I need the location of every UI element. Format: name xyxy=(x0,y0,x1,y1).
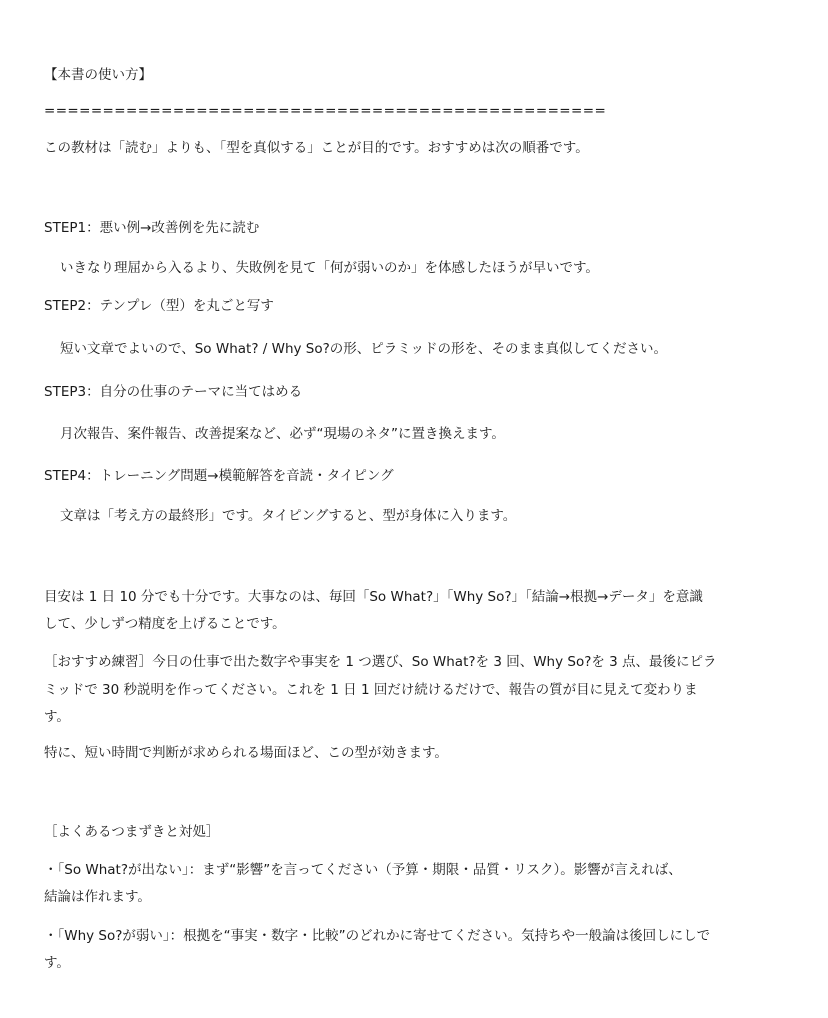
step4-title: STEP4：トレーニング問題→模範解答を音読・タイピング xyxy=(44,468,394,484)
step4-body: 文章は「考え方の最終形」です。タイピングすると、型が身体に入ります。 xyxy=(60,508,517,524)
recommend-line-3: す。 xyxy=(44,709,70,725)
guide-line-2: して、少しずつ精度を上げることです。 xyxy=(44,616,286,632)
separator-line: ================================================ xyxy=(44,103,607,119)
recommend-line-1: ［おすすめ練習］今日の仕事で出た数字や事実を 1 つ選び、So What?を 3 回、Why So?を 3 点、最後にピラ xyxy=(44,654,717,670)
recommend-line-2: ミッドで 30 秒説明を作ってください。これを 1 日 1 回だけ続けるだけで、報告の質が目に見えて変わりま xyxy=(44,682,698,698)
guide-line-1: 目安は 1 日 10 分でも十分です。大事なのは、毎回「So What?」「Why So?」「結論→根拠→データ」を意識 xyxy=(44,589,703,605)
pitfall2-line-2: す。 xyxy=(44,955,70,971)
pitfall1-line-2: 結論は作れます。 xyxy=(44,889,151,905)
intro-text: この教材は「読む」よりも、「型を真似する」ことが目的です。おすすめは次の順番です。 xyxy=(44,140,589,156)
step3-title: STEP3：自分の仕事のテーマに当てはめる xyxy=(44,384,303,400)
section-heading: 【本書の使い方】 xyxy=(44,67,152,83)
step3-body: 月次報告、案件報告、改善提案など、必ず“現場のネタ”に置き換えます。 xyxy=(60,426,505,442)
step1-title: STEP1：悪い例→改善例を先に読む xyxy=(44,220,260,236)
pitfall1-line-1: ・「So What?が出ない」：まず“影響”を言ってください（予算・期限・品質・リスク）。影響が言えれば、 xyxy=(44,862,682,878)
pitfall2-line-1: ・「Why So?が弱い」：根拠を“事実・数字・比較”のどれかに寄せてください。気持ちや一般論は後回しにしで xyxy=(44,928,711,944)
step2-body: 短い文章でよいので、So What? / Why So?の形、ピラミッドの形を、そのまま真似してください。 xyxy=(60,341,668,357)
pitfalls-heading: ［よくあるつまずきと対処］ xyxy=(44,824,220,840)
emphasis-text: 特に、短い時間で判断が求められる場面ほど、この型が効きます。 xyxy=(44,745,448,761)
step2-title: STEP2：テンプレ（型）を丸ごと写す xyxy=(44,298,274,314)
step1-body: いきなり理屈から入るより、失敗例を見て「何が弱いのか」を体感したほうが早いです。 xyxy=(60,260,599,276)
